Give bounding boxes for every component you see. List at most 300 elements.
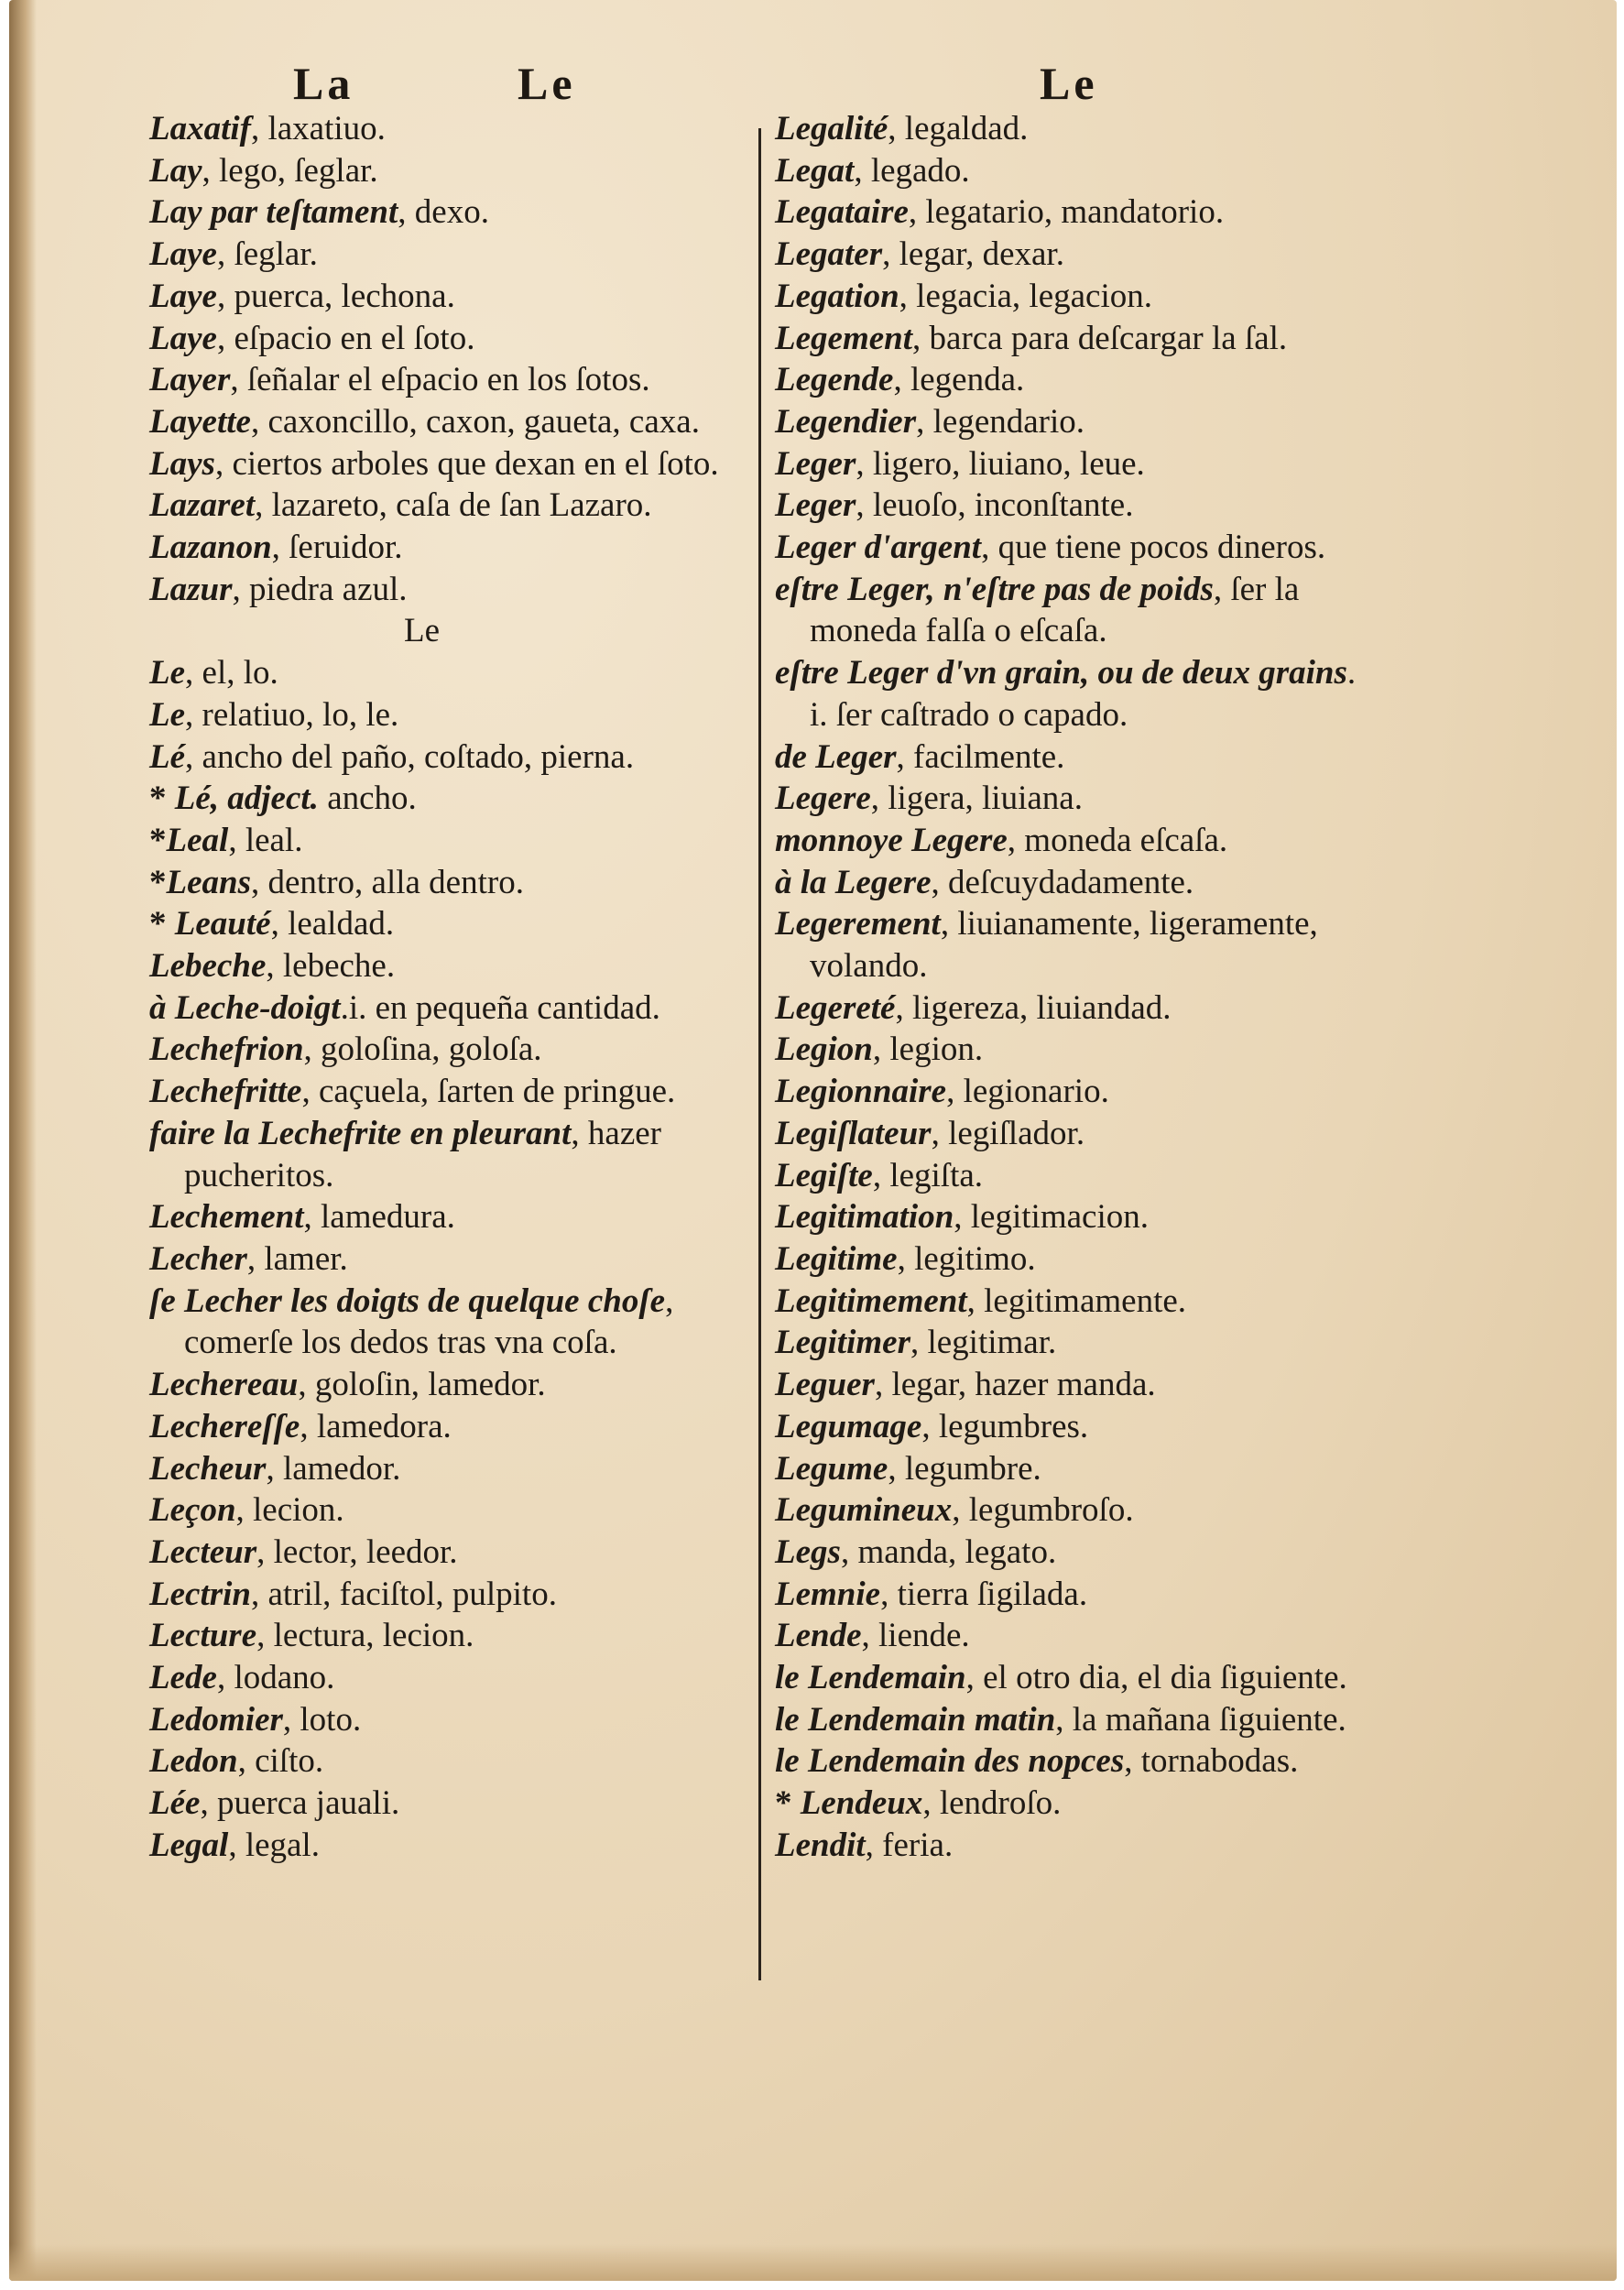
headword: Leger d'argent	[775, 529, 982, 567]
definition: hazer pucheritos.	[184, 1114, 661, 1194]
definition: legumbroſo.	[968, 1491, 1134, 1530]
headword: Lays	[149, 444, 215, 483]
separator: ,	[214, 444, 233, 483]
headword: Lecteur	[149, 1532, 257, 1571]
definition: caxoncillo, caxon, gaueta, caxa.	[267, 402, 700, 441]
definition: ſeruidor.	[289, 529, 403, 567]
definition: lamer.	[264, 1239, 348, 1278]
definition: ancho del paño, coſtado, pierna.	[202, 737, 635, 776]
definition: legendario.	[932, 402, 1085, 441]
separator: ,	[216, 1659, 234, 1697]
headword: Legitimation	[775, 1198, 954, 1237]
dictionary-entry	[149, 485, 749, 527]
definition: legar, hazer manda.	[891, 1366, 1156, 1404]
dictionary-entry	[775, 1740, 1379, 1783]
definition: legumbres.	[938, 1407, 1089, 1445]
headword: Legater	[775, 235, 883, 274]
separator: ,	[896, 737, 914, 776]
headword: Leans	[166, 863, 251, 901]
definition: que tiene pocos dineros.	[997, 529, 1326, 567]
definition: ligereza, liuiandad.	[911, 988, 1172, 1027]
headword: le Lendemain	[775, 1659, 966, 1697]
separator: ,	[952, 1491, 969, 1530]
headword: Legion	[775, 1030, 873, 1069]
headword: Legalité	[775, 110, 888, 147]
definition: legiſlador.	[948, 1114, 1085, 1152]
separator: ,	[966, 1281, 985, 1320]
definition: liende.	[878, 1617, 970, 1655]
separator: ,	[228, 821, 245, 859]
separator: ,	[893, 361, 910, 399]
separator: ,	[270, 905, 289, 943]
dictionary-entry	[149, 862, 749, 904]
left-column	[149, 108, 749, 1867]
definition: ſer la moneda falſa o eſcaſa.	[810, 570, 1300, 650]
dictionary-entry	[775, 1322, 1379, 1364]
separator: ,	[571, 1114, 588, 1152]
headword: le Lendemain matin	[775, 1700, 1056, 1739]
headword: Lende	[775, 1617, 862, 1655]
headword: Legionnaire	[775, 1073, 947, 1111]
separator	[319, 780, 327, 817]
dictionary-entry	[775, 1281, 1379, 1323]
definition: ciſto.	[255, 1742, 324, 1781]
definition: comerſe los dedos tras vna coſa.	[184, 1324, 617, 1362]
dictionary-entry	[775, 652, 1379, 736]
separator: ,	[874, 1366, 892, 1404]
binding-gutter	[9, 0, 37, 2281]
dictionary-entry	[149, 903, 749, 945]
dictionary-entry	[775, 401, 1379, 443]
headword: Legereté	[775, 988, 896, 1027]
separator: ,	[946, 1073, 964, 1111]
definition: legitimar.	[927, 1324, 1057, 1362]
dictionary-entry	[149, 1825, 749, 1867]
separator: ,	[271, 529, 289, 567]
headword: Leger	[775, 486, 856, 525]
definition: ſeñalar el eſpacio en los ſotos.	[246, 361, 650, 399]
definition: legion.	[889, 1030, 984, 1069]
separator: ,	[865, 1826, 883, 1864]
definition: tornabodas.	[1140, 1742, 1299, 1781]
definition: legumbre.	[904, 1449, 1041, 1488]
separator: ,	[931, 1114, 949, 1152]
headword: Lecture	[149, 1617, 257, 1655]
definition: loto.	[300, 1700, 362, 1739]
dictionary-entry	[775, 1155, 1379, 1197]
dictionary-entry	[775, 1532, 1379, 1574]
dictionary-entry	[149, 150, 749, 192]
dictionary-entry	[149, 652, 749, 694]
headword: Legitime	[775, 1239, 898, 1278]
headword: Leal	[166, 821, 229, 859]
headword: Lechereau	[149, 1366, 299, 1404]
headword: Legumineux	[775, 1491, 953, 1530]
headword: Legere	[775, 780, 871, 818]
dictionary-entry	[775, 778, 1379, 820]
definition: goloſina, goloſa.	[321, 1030, 542, 1069]
headword: Lecheur	[149, 1449, 267, 1488]
separator: ,	[888, 1449, 905, 1488]
dictionary-entry	[775, 1029, 1379, 1071]
definition: facilmente.	[913, 737, 1065, 776]
headword: Legs	[775, 1532, 841, 1571]
headword: Lectrin	[149, 1575, 251, 1613]
dictionary-entry	[149, 569, 749, 611]
headword: Laye	[149, 277, 217, 315]
headword: eſtre Leger, n'eſtre pas de poids	[775, 570, 1214, 608]
definition: ciertos arboles que dexan en el ſoto.	[232, 444, 719, 483]
dictionary-entry	[775, 485, 1379, 527]
dictionary-entry	[775, 1657, 1379, 1699]
dictionary-entry	[149, 778, 749, 820]
dictionary-entry	[149, 820, 749, 862]
headword: eſtre Leger d'vn grain, ou de deux grains	[775, 654, 1347, 692]
definition: legitimacion.	[970, 1198, 1149, 1237]
definition: legenda.	[910, 361, 1025, 399]
headword: Legende	[775, 361, 894, 399]
headword: Lede	[149, 1659, 217, 1697]
definition: ſeglar.	[234, 235, 318, 274]
headword: Legumage	[775, 1407, 922, 1445]
separator: ,	[216, 319, 234, 357]
dictionary-entry	[149, 945, 749, 987]
headword: Lendit	[775, 1826, 866, 1864]
right-column	[775, 108, 1379, 1867]
definition: legitimo.	[914, 1239, 1036, 1278]
headword: Laxatif	[149, 110, 251, 147]
separator: ,	[300, 1407, 317, 1445]
asterisk-mark: *	[149, 863, 167, 901]
headword: Laye	[149, 235, 217, 274]
headword: Lechefritte	[149, 1073, 302, 1111]
separator: ,	[940, 905, 958, 943]
definition: lectura, lecion.	[273, 1617, 474, 1655]
separator: ,	[230, 361, 247, 399]
headword: Lazanon	[149, 529, 272, 567]
definition: deſcuydadamente.	[948, 863, 1194, 901]
headword: Le	[149, 654, 186, 692]
headword: Lé, adject.	[174, 780, 319, 818]
separator: ,	[250, 110, 268, 147]
separator: ,	[921, 1407, 939, 1445]
headword: Lay par teſtament	[149, 193, 398, 232]
dictionary-entry	[149, 1071, 749, 1113]
headword: ſe Lecher les doigts de quelque choſe	[149, 1281, 666, 1320]
definition: legar, dexar.	[899, 235, 1064, 274]
dictionary-entry	[775, 108, 1379, 150]
separator: ,	[266, 947, 283, 986]
dictionary-entry	[149, 1364, 749, 1406]
dictionary-entry	[149, 1574, 749, 1616]
headword: Legiſlateur	[775, 1114, 932, 1152]
definition: manda, legato.	[857, 1532, 1057, 1571]
headword: Lazaret	[149, 486, 256, 525]
dictionary-entry	[149, 1699, 749, 1741]
page-edge	[9, 2244, 1617, 2281]
headword: Lay	[149, 151, 202, 190]
running-head-right: Le	[1040, 58, 1098, 109]
headword: Lemnie	[775, 1575, 881, 1613]
dictionary-entry	[149, 318, 749, 360]
separator: ,	[1124, 1742, 1141, 1781]
dictionary-entry	[149, 694, 749, 736]
dictionary-entry	[775, 1238, 1379, 1281]
headword: Ledomier	[149, 1700, 283, 1739]
definition: piedra azul.	[248, 570, 408, 608]
headword: Legitimer	[775, 1324, 910, 1362]
definition: lodano.	[234, 1659, 335, 1697]
separator: ,	[922, 1784, 940, 1823]
dictionary-entry	[775, 1825, 1379, 1867]
headword: Legataire	[775, 193, 909, 232]
dictionary-entry	[775, 527, 1379, 569]
headword: Legerement	[775, 905, 941, 943]
separator: ,	[872, 1030, 890, 1069]
definition: el, lo.	[202, 654, 278, 692]
headword: Legat	[775, 151, 855, 190]
dictionary-entry	[149, 359, 749, 401]
separator: ,	[882, 235, 899, 274]
separator: ,	[840, 1532, 858, 1571]
dictionary-entry	[149, 1448, 749, 1490]
dictionary-entry	[775, 1574, 1379, 1616]
dictionary-entry	[149, 191, 749, 234]
dictionary-entry	[775, 736, 1379, 779]
dictionary-entry	[775, 903, 1379, 987]
definition: moneda eſcaſa.	[1024, 821, 1228, 859]
separator: ,	[185, 654, 202, 692]
definition: leal.	[245, 821, 303, 859]
separator: ,	[185, 737, 202, 776]
definition: i. en pequeña cantidad.	[348, 988, 660, 1027]
column-divider	[758, 128, 761, 1980]
dictionary-entry	[149, 1783, 749, 1825]
definition: legado.	[870, 151, 970, 190]
separator: ,	[910, 1324, 928, 1362]
dictionary-page	[9, 0, 1617, 2281]
running-head-left-second: Le	[518, 58, 576, 109]
dictionary-entry	[775, 318, 1379, 360]
separator: ,	[256, 1532, 274, 1571]
definition: atril, faciſtol, pulpito.	[267, 1575, 557, 1613]
separator: ,	[246, 1239, 265, 1278]
dictionary-entry	[775, 1448, 1379, 1490]
separator: ,	[856, 486, 873, 525]
separator: ,	[954, 1198, 971, 1237]
headword: Laye	[149, 319, 217, 357]
separator: ,	[237, 1742, 256, 1781]
dictionary-entry	[149, 1238, 749, 1281]
definition: lego, ſeglar.	[219, 151, 378, 190]
definition: legiſta.	[889, 1156, 984, 1194]
headword: Lebeche	[149, 947, 267, 986]
dictionary-entry	[775, 1783, 1379, 1825]
dictionary-entry	[775, 1071, 1379, 1113]
dictionary-entry	[775, 1406, 1379, 1448]
headword: Legume	[775, 1449, 888, 1488]
definition: ligero, liuiano, leue.	[872, 444, 1145, 483]
definition: leuoſo, inconſtante.	[872, 486, 1134, 525]
definition: dentro, alla dentro.	[267, 863, 524, 901]
dictionary-entry	[149, 1281, 749, 1364]
section-heading: Le	[403, 612, 441, 650]
definition: lecion.	[253, 1491, 344, 1530]
definition: lector, leedor.	[273, 1532, 458, 1571]
headword: à Leche-doigt	[149, 988, 341, 1027]
definition: lamedora.	[316, 1407, 452, 1445]
dictionary-entry	[775, 191, 1379, 234]
separator: ,	[908, 193, 926, 232]
separator: ,	[228, 1826, 245, 1864]
separator: ,	[232, 570, 249, 608]
separator: .	[340, 988, 349, 1027]
separator: ,	[861, 1617, 879, 1655]
dictionary-entry	[149, 987, 749, 1030]
separator: ,	[931, 863, 949, 901]
headword: Lechefrion	[149, 1030, 304, 1069]
dictionary-entry	[775, 1364, 1379, 1406]
dictionary-entry	[775, 443, 1379, 485]
definition: dexo.	[414, 193, 489, 232]
separator: ,	[251, 863, 268, 901]
headword: Lée	[149, 1784, 201, 1823]
definition: goloſin, lamedor.	[314, 1366, 546, 1404]
headword: Leçon	[149, 1491, 236, 1530]
separator: ,	[250, 1575, 268, 1613]
headword: faire la Lechefrite en pleurant	[149, 1114, 572, 1152]
separator: ,	[301, 1073, 319, 1111]
dictionary-entry	[775, 1615, 1379, 1657]
headword: Le	[149, 695, 186, 734]
separator: ,	[1213, 570, 1231, 608]
dictionary-entry	[149, 443, 749, 485]
definition: lamedura.	[321, 1198, 455, 1237]
headword: Legendier	[775, 402, 917, 441]
separator: ,	[185, 695, 202, 734]
separator: ,	[965, 1659, 984, 1697]
running-head-left-first: La	[293, 58, 354, 109]
separator: ,	[303, 1030, 322, 1069]
separator: ,	[282, 1700, 300, 1739]
definition: legaldad.	[904, 110, 1029, 147]
dictionary-entry	[775, 1699, 1379, 1741]
separator: ,	[870, 780, 888, 818]
dictionary-entry	[149, 1532, 749, 1574]
definition: legitimamente.	[984, 1281, 1187, 1320]
asterisk-mark: *	[149, 821, 167, 859]
definition: lendroſo.	[939, 1784, 1062, 1823]
definition: puerca jauali.	[216, 1784, 400, 1823]
separator: ,	[880, 1575, 898, 1613]
separator: ,	[216, 277, 234, 315]
dictionary-entry	[149, 108, 749, 150]
definition: el otro dia, el dia ſiguiente.	[983, 1659, 1347, 1697]
definition: liuianamente, ligeramente, volando.	[810, 905, 1318, 986]
dictionary-entry	[149, 1406, 749, 1448]
definition: legatario, mandatorio.	[925, 193, 1225, 232]
dictionary-entry	[149, 234, 749, 276]
definition: legal.	[245, 1826, 320, 1864]
separator: ,	[202, 151, 220, 190]
headword: le Lendemain des nopces	[775, 1742, 1125, 1781]
separator: ,	[256, 1617, 274, 1655]
headword: Lendeux	[800, 1784, 923, 1823]
dictionary-entry	[149, 401, 749, 443]
separator: ,	[398, 193, 415, 232]
separator: ,	[899, 277, 917, 315]
definition: puerca, lechona.	[234, 277, 455, 315]
dictionary-entry	[775, 987, 1379, 1030]
separator: ,	[200, 1784, 217, 1823]
definition: feria.	[882, 1826, 954, 1864]
definition: lazareto, caſa de ſan Lazaro.	[271, 486, 652, 525]
dictionary-entry	[149, 1657, 749, 1699]
headword: Legitimement	[775, 1281, 967, 1320]
dictionary-entry	[149, 1196, 749, 1238]
dictionary-entry	[775, 820, 1379, 862]
separator: ,	[665, 1281, 674, 1320]
separator: ,	[854, 151, 871, 190]
headword: Layer	[149, 361, 231, 399]
separator: ,	[856, 444, 873, 483]
headword: Legation	[775, 277, 899, 315]
headword: à la Legere	[775, 863, 932, 901]
headword: Legal	[149, 1826, 229, 1864]
dictionary-entry	[149, 736, 749, 779]
dictionary-entry	[775, 569, 1379, 652]
dictionary-entry	[775, 1489, 1379, 1532]
dictionary-entry	[149, 527, 749, 569]
dictionary-entry	[775, 234, 1379, 276]
headword: Lecher	[149, 1239, 247, 1278]
dictionary-entry	[775, 359, 1379, 401]
headword: Lazur	[149, 570, 233, 608]
separator: ,	[216, 235, 234, 274]
headword: Layette	[149, 402, 251, 441]
separator: ,	[895, 988, 912, 1027]
headword: Lechement	[149, 1198, 304, 1237]
headword: Lechereſſe	[149, 1407, 300, 1445]
definition: legacia, legacion.	[916, 277, 1152, 315]
separator: .	[1346, 654, 1357, 692]
definition: lebeche.	[282, 947, 396, 986]
headword: Ledon	[149, 1742, 238, 1781]
definition: ancho.	[327, 780, 417, 818]
dictionary-entry	[149, 1113, 749, 1196]
separator: ,	[266, 1449, 283, 1488]
separator: ,	[303, 1198, 322, 1237]
separator: ,	[897, 1239, 915, 1278]
definition: i. ſer caſtrado o capado.	[810, 695, 1128, 734]
asterisk-mark: *	[149, 905, 175, 943]
headword: de Leger	[775, 737, 897, 776]
separator: ,	[1007, 821, 1025, 859]
definition: lamedor.	[282, 1449, 401, 1488]
definition: lealdad.	[288, 905, 395, 943]
dictionary-entry	[149, 1029, 749, 1071]
separator: ,	[235, 1491, 254, 1530]
headword: Leguer	[775, 1366, 875, 1404]
definition: la mañana ſiguiente.	[1072, 1700, 1346, 1739]
headword: monnoye Legere	[775, 821, 1008, 859]
dictionary-entry	[775, 1196, 1379, 1238]
definition: barca para deſcargar la ſal.	[929, 319, 1288, 357]
separator: ,	[912, 319, 930, 357]
dictionary-entry	[149, 276, 749, 318]
dictionary-entry	[775, 1113, 1379, 1155]
dictionary-entry	[775, 150, 1379, 192]
